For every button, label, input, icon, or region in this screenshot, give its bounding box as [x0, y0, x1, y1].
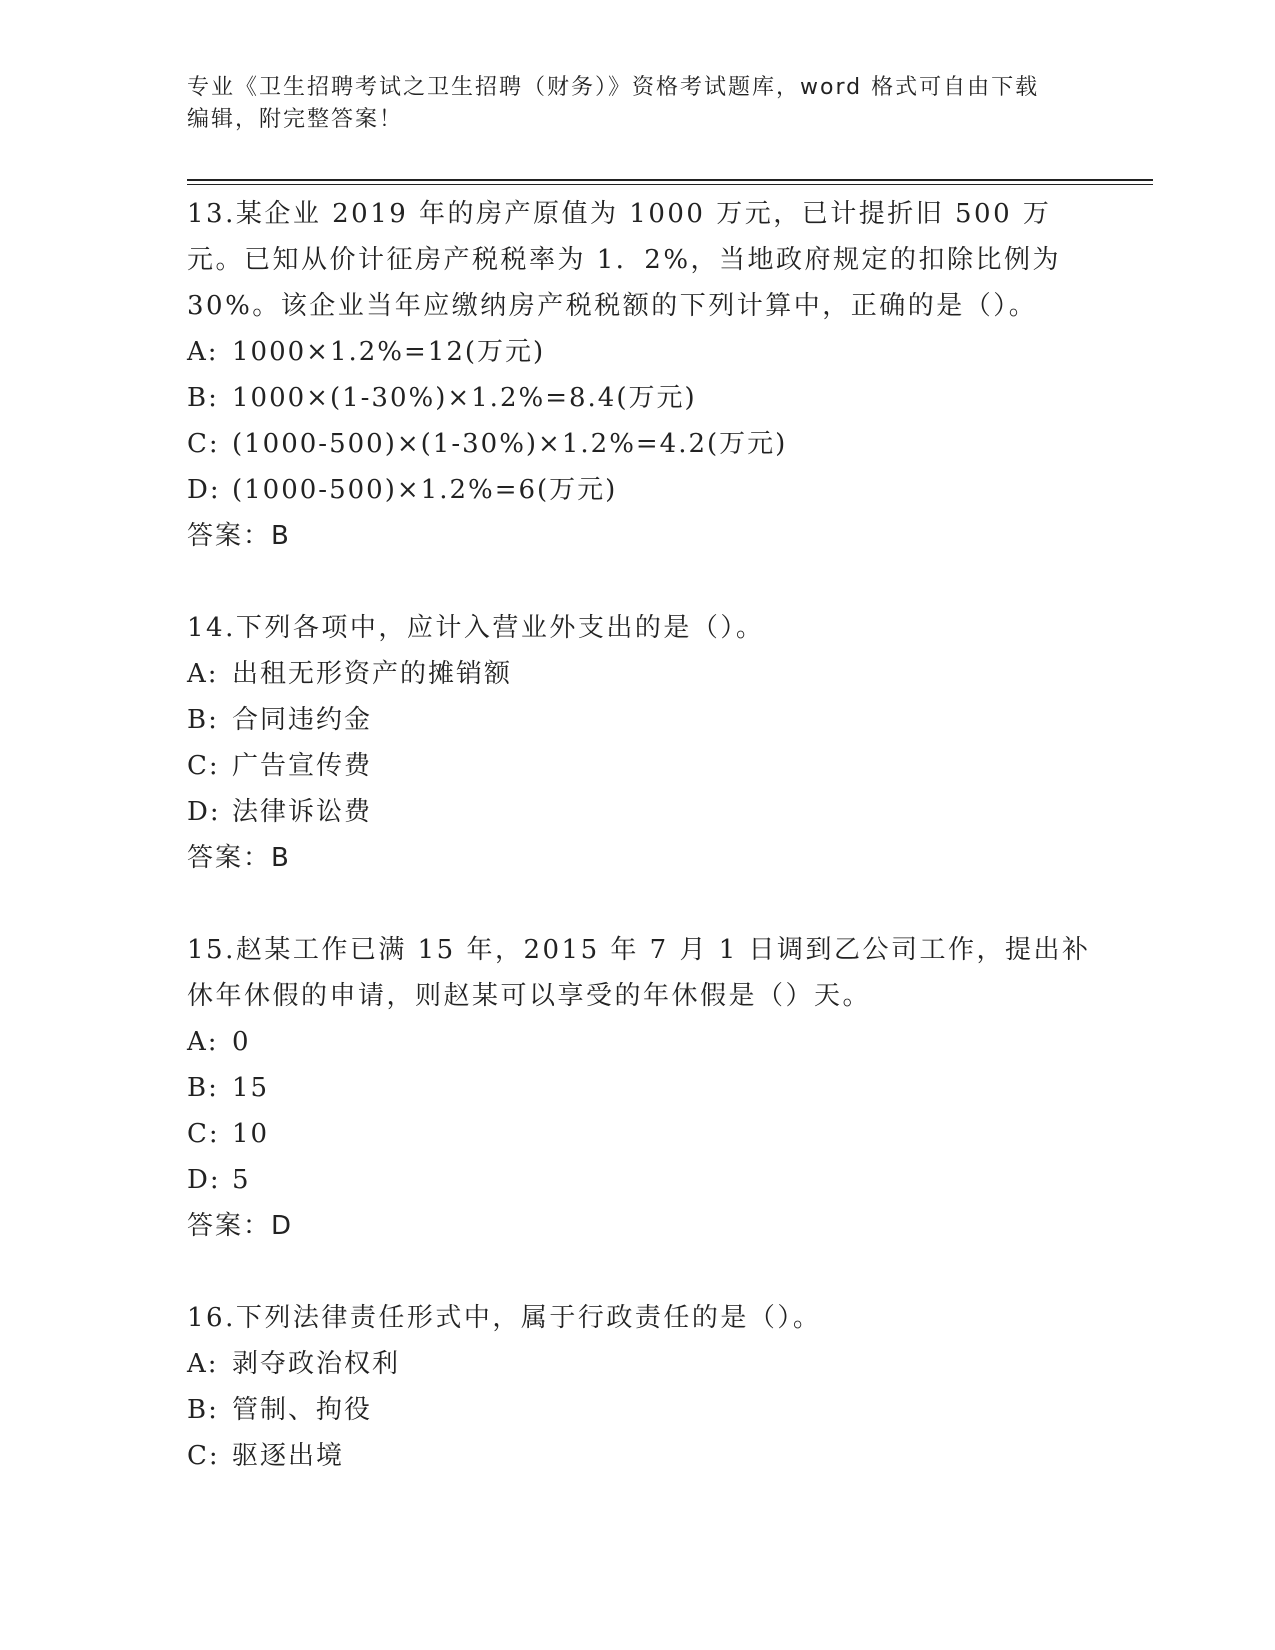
option-text: 1000×(1-30%)×1.2%=8.4(万元) — [232, 383, 697, 413]
option-key: D: — [187, 1165, 221, 1195]
option-text: 5 — [232, 1165, 251, 1195]
option-text: 出租无形资产的摊销额 — [232, 659, 513, 689]
option-key: C: — [187, 1119, 220, 1149]
option-text: 0 — [232, 1027, 251, 1057]
option-key: A: — [187, 337, 219, 367]
question-15 — [187, 927, 1107, 1249]
header-rule-thin — [187, 184, 1153, 185]
option-text: (1000-500)×(1-30%)×1.2%=4.2(万元) — [232, 429, 788, 459]
option-key: A: — [187, 659, 219, 689]
option-key: D: — [187, 475, 221, 505]
answer-line: 答案：B — [187, 843, 291, 873]
option-b — [187, 697, 1107, 743]
option-a — [187, 329, 1107, 375]
option-c — [187, 1433, 1107, 1479]
option-c — [187, 1111, 1107, 1157]
option-text: 合同违约金 — [232, 705, 373, 735]
header-line-2: 编辑，附完整答案！ — [187, 107, 404, 132]
answer-line: 答案：D — [187, 1211, 294, 1241]
option-key: B: — [187, 1395, 219, 1425]
option-a — [187, 1019, 1107, 1065]
document-header — [187, 72, 1087, 136]
option-text: 剥夺政治权利 — [232, 1349, 401, 1379]
option-text: (1000-500)×1.2%=6(万元) — [232, 475, 618, 505]
option-d — [187, 1157, 1107, 1203]
question-list — [187, 191, 1107, 1479]
option-text: 广告宣传费 — [232, 751, 373, 781]
option-text: 法律诉讼费 — [232, 797, 373, 827]
option-key: C: — [187, 751, 220, 781]
option-text: 15 — [232, 1073, 270, 1103]
option-key: A: — [187, 1027, 219, 1057]
option-key: B: — [187, 705, 219, 735]
header-rule-thick — [187, 179, 1153, 181]
question-14 — [187, 605, 1107, 881]
option-d — [187, 789, 1107, 835]
option-b — [187, 1065, 1107, 1111]
option-b — [187, 1387, 1107, 1433]
question-stem: 15.赵某工作已满 15 年，2015 年 7 月 1 日调到乙公司工作，提出补休年休假的申请，则赵某可以享受的年休假是（）天。 — [187, 935, 1091, 1011]
option-text: 驱逐出境 — [232, 1441, 345, 1471]
option-a — [187, 1341, 1107, 1387]
option-a — [187, 651, 1107, 697]
option-text: 管制、拘役 — [232, 1395, 373, 1425]
question-stem: 13.某企业 2019 年的房产原值为 1000 万元，已计提折旧 500 万元。已知从价计征房产税税率为 1．2%，当地政府规定的扣除比例为 30%。该企业当年应缴纳房产税税额的下列计算中，正确的是（）。 — [187, 199, 1062, 321]
option-c — [187, 421, 1107, 467]
question-13 — [187, 191, 1107, 559]
answer-line: 答案：B — [187, 521, 291, 551]
option-c — [187, 743, 1107, 789]
option-key: B: — [187, 383, 219, 413]
header-line-1: 专业《卫生招聘考试之卫生招聘（财务）》资格考试题库，word 格式可自由下载 — [187, 75, 1040, 100]
option-d — [187, 467, 1107, 513]
option-b — [187, 375, 1107, 421]
option-key: C: — [187, 1441, 220, 1471]
question-16 — [187, 1295, 1107, 1479]
question-stem: 16.下列法律责任形式中，属于行政责任的是（）。 — [187, 1303, 822, 1333]
option-text: 1000×1.2%=12(万元) — [232, 337, 546, 367]
option-key: B: — [187, 1073, 219, 1103]
option-key: A: — [187, 1349, 219, 1379]
question-stem: 14.下列各项中，应计入营业外支出的是（）。 — [187, 613, 765, 643]
option-text: 10 — [232, 1119, 270, 1149]
option-key: D: — [187, 797, 221, 827]
option-key: C: — [187, 429, 220, 459]
